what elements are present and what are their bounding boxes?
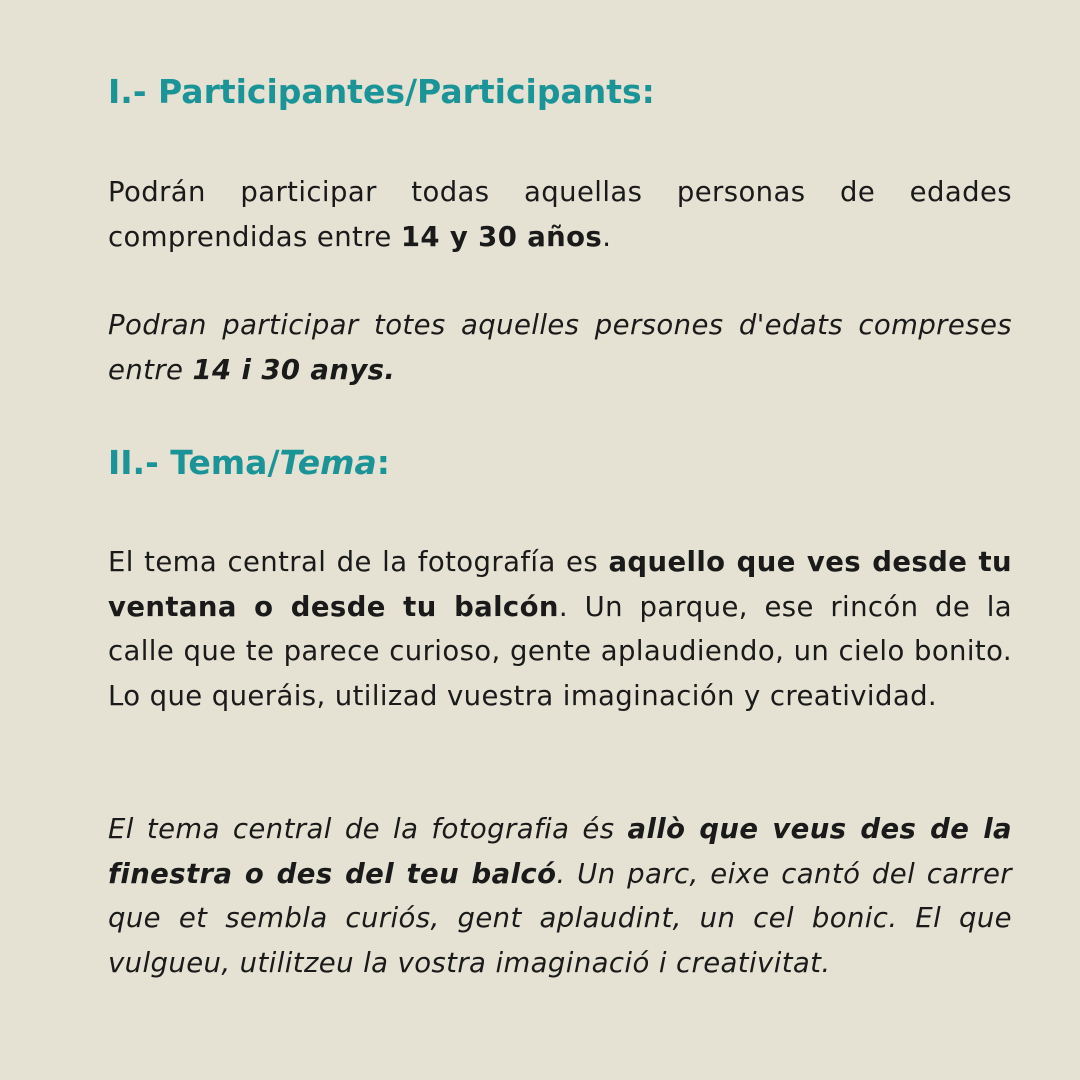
theme-text-spanish (108, 540, 1012, 718)
participants-text-spanish (108, 170, 1012, 259)
theme-es-rest: . Un parque, ese rincón de la calle que te parece curioso, gente aplaudiendo, un cielo bonito. Lo que queráis, utilizad vuestra imaginación y creatividad. (108, 590, 1012, 712)
theme-text-valencian (108, 807, 1012, 985)
theme-ca-highlight: allò que veus des de la finestra o des del teu balcó (108, 813, 1012, 890)
section-heading-participants: I.- Participantes/Participants: (108, 72, 655, 111)
theme-es-text: El tema central de la fotografía es (108, 546, 609, 578)
theme-heading-italic: Tema (279, 443, 377, 482)
theme-es-highlight: aquello que ves desde tu ventana o desde tu balcón (108, 546, 1012, 623)
participants-es-age-range: 14 y 30 años (400, 220, 603, 253)
participants-ca-age-range: 14 i 30 anys. (192, 353, 396, 386)
section-heading-theme (108, 443, 390, 483)
participants-es-end: . (602, 220, 612, 253)
participants-ca-text: Podran participar totes aquelles persones d'edats compreses entre (108, 309, 1012, 386)
participants-text-valencian (108, 303, 1012, 392)
participants-es-text: Podrán participar todas aquellas personas de edades comprendidas entre (108, 176, 1012, 253)
theme-ca-text: El tema central de la fotografia és (108, 813, 628, 845)
theme-heading-main: II.- Tema/ (108, 443, 280, 482)
theme-ca-rest: . Un parc, eixe cantó del carrer que et sembla curiós, gent aplaudint, un cel bonic. El que vulgueu, utilitzeu la vostra imaginació i creativitat. (108, 857, 1012, 979)
theme-heading-colon: : (376, 443, 390, 482)
